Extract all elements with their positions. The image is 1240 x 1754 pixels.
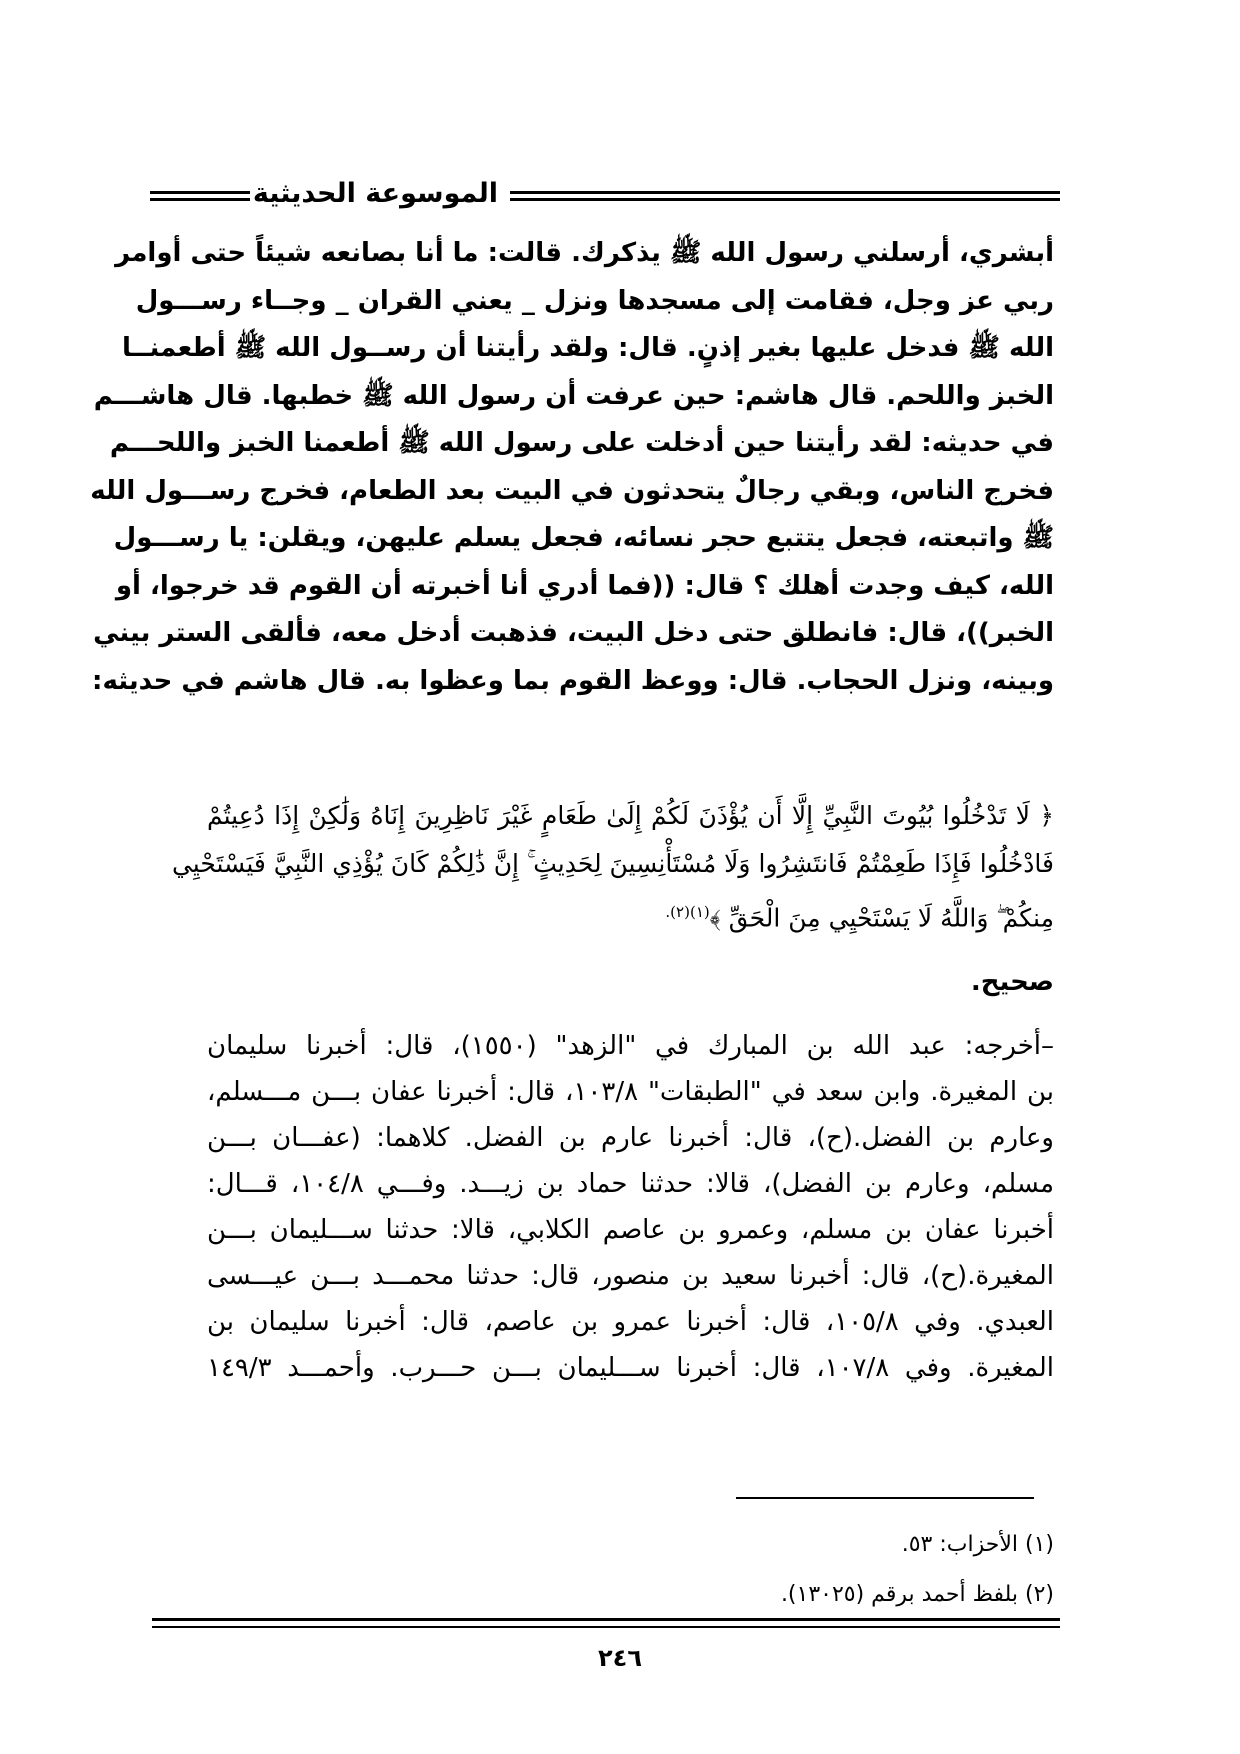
page-number: ٢٤٦ <box>598 1644 642 1672</box>
running-header-title: الموسوعة الحديثية <box>252 178 498 209</box>
hadith-line: فخرج الناس، وبقي رجالٌ يتحدثون في البيت بعد الطعام، فخرج رســـول الله <box>90 475 1054 506</box>
verse-line: ﴿ لَا تَدْخُلُوا بُيُوتَ النَّبِيِّ إِلَّا أَن يُؤْذَنَ لَكُمْ إِلَىٰ طَعَامٍ غَيْرَ نَاظِرِينَ إِنَاهُ وَلَٰكِنْ إِذَا دُعِيتُمْ <box>207 801 1054 830</box>
takhrij-line: بن المغيرة. وابن سعد في "الطبقات" ١٠٣/٨، قال: أخبرنا عفان بـــن مـــسلم، <box>207 1077 1054 1107</box>
hadith-grade: صحيح. <box>970 967 1054 997</box>
takhrij-line: المغيرة.(ح)، قال: أخبرنا سعيد بن منصور، قال: حدثنا محمـــد بـــن عيـــسى <box>207 1261 1054 1291</box>
footer-rule <box>152 1618 1060 1628</box>
takhrij-line: العبدي. وفي ١٠٥/٨، قال: أخبرنا عمرو بن عاصم، قال: أخبرنا سليمان بن <box>207 1307 1055 1337</box>
hadith-text <box>90 230 1054 705</box>
hadith-line: أبشري، أرسلني رسول الله ﷺ يذكرك. قالت: ما أنا بصانعه شيئاً حتى أوامر <box>115 238 1054 268</box>
takhrij-line: مسلم، وعارم بن الفضل)، قالا: حدثنا حماد بن زيـــد. وفـــي ١٠٤/٨، قـــال: <box>207 1169 1055 1199</box>
header-rule-right <box>510 191 1060 201</box>
header-rule-left <box>150 191 250 201</box>
takhrij-line: –أخرجه: عبد الله بن المبارك في "الزهد" (١٥٥٠)، قال: أخبرنا سليمان <box>207 1031 1054 1061</box>
hadith-line: وبينه، ونزل الحجاب. قال: ووعظ القوم بما وعظوا به. قال هاشم في حديثه: <box>92 665 1054 696</box>
verse-line: فَادْخُلُوا فَإِذَا طَعِمْتُمْ فَانتَشِرُوا وَلَا مُسْتَأْنِسِينَ لِحَدِيثٍ ۚ إِنَّ ذَٰلِكُمْ كَانَ يُؤْذِي النَّبِيَّ فَيَسْتَحْيِي <box>171 849 1054 878</box>
footnote-1: (١) الأحزاب: ٥٣. <box>901 1532 1054 1557</box>
takhrij-text <box>207 1023 1054 1391</box>
footnotes <box>454 1520 1054 1620</box>
verse-line: مِنكُمْ ۖ وَاللَّهُ لَا يَسْتَحْيِي مِنَ الْحَقِّ ﴾ <box>709 903 1054 933</box>
hadith-line: الله ﷺ فدخل عليها بغير إذنٍ. قال: ولقد رأيتنا أن رســول الله ﷺ أطعمنــا <box>121 333 1054 363</box>
hadith-line: ﷺ واتبعته، فجعل يتتبع حجر نسائه، فجعل يسلم عليهن، ويقلن: يا رســـول <box>113 523 1054 553</box>
takhrij-line: المغيرة. وفي ١٠٧/٨، قال: أخبرنا ســـليمان بـــن حـــرب. وأحمـــد ١٤٩/٣ <box>207 1353 1054 1383</box>
hadith-line: الخبر))، قال: فانطلق حتى دخل البيت، فذهبت أدخل معه، فألقى الستر بيني <box>93 618 1054 648</box>
hadith-line: ربي عز وجل، فقامت إلى مسجدها ونزل _ يعني القران _ وجــاء رســـول <box>135 285 1054 316</box>
footnote-2: (٢) بلفظ أحمد برقم (١٣٠٢٥). <box>780 1582 1054 1607</box>
verse-line-last <box>207 888 1054 942</box>
hadith-line: الخبز واللحم. قال هاشم: حين عرفت أن رسول الله ﷺ خطبها. قال هاشـــم <box>93 380 1054 411</box>
hadith-line: الله، كيف وجدت أهلك ؟ قال: ((فما أدري أنا أخبرته أن القوم قد خرجوا، أو <box>115 570 1054 601</box>
footnote-refs: (١)(٢). <box>665 903 710 921</box>
takhrij-line: أخبرنا عفان بن مسلم، وعمرو بن عاصم الكلابي، قالا: حدثنا ســـليمان بـــن <box>207 1215 1054 1245</box>
quran-verse <box>171 792 1054 942</box>
takhrij-line: وعارم بن الفضل.(ح)، قال: أخبرنا عارم بن الفضل. كلاهما: (عفـــان بـــن <box>207 1123 1054 1153</box>
hadith-line: في حديثه: لقد رأيتنا حين أدخلت على رسول الله ﷺ أطعمنا الخبز واللحـــم <box>109 428 1054 458</box>
footnote-separator <box>736 1497 1034 1499</box>
